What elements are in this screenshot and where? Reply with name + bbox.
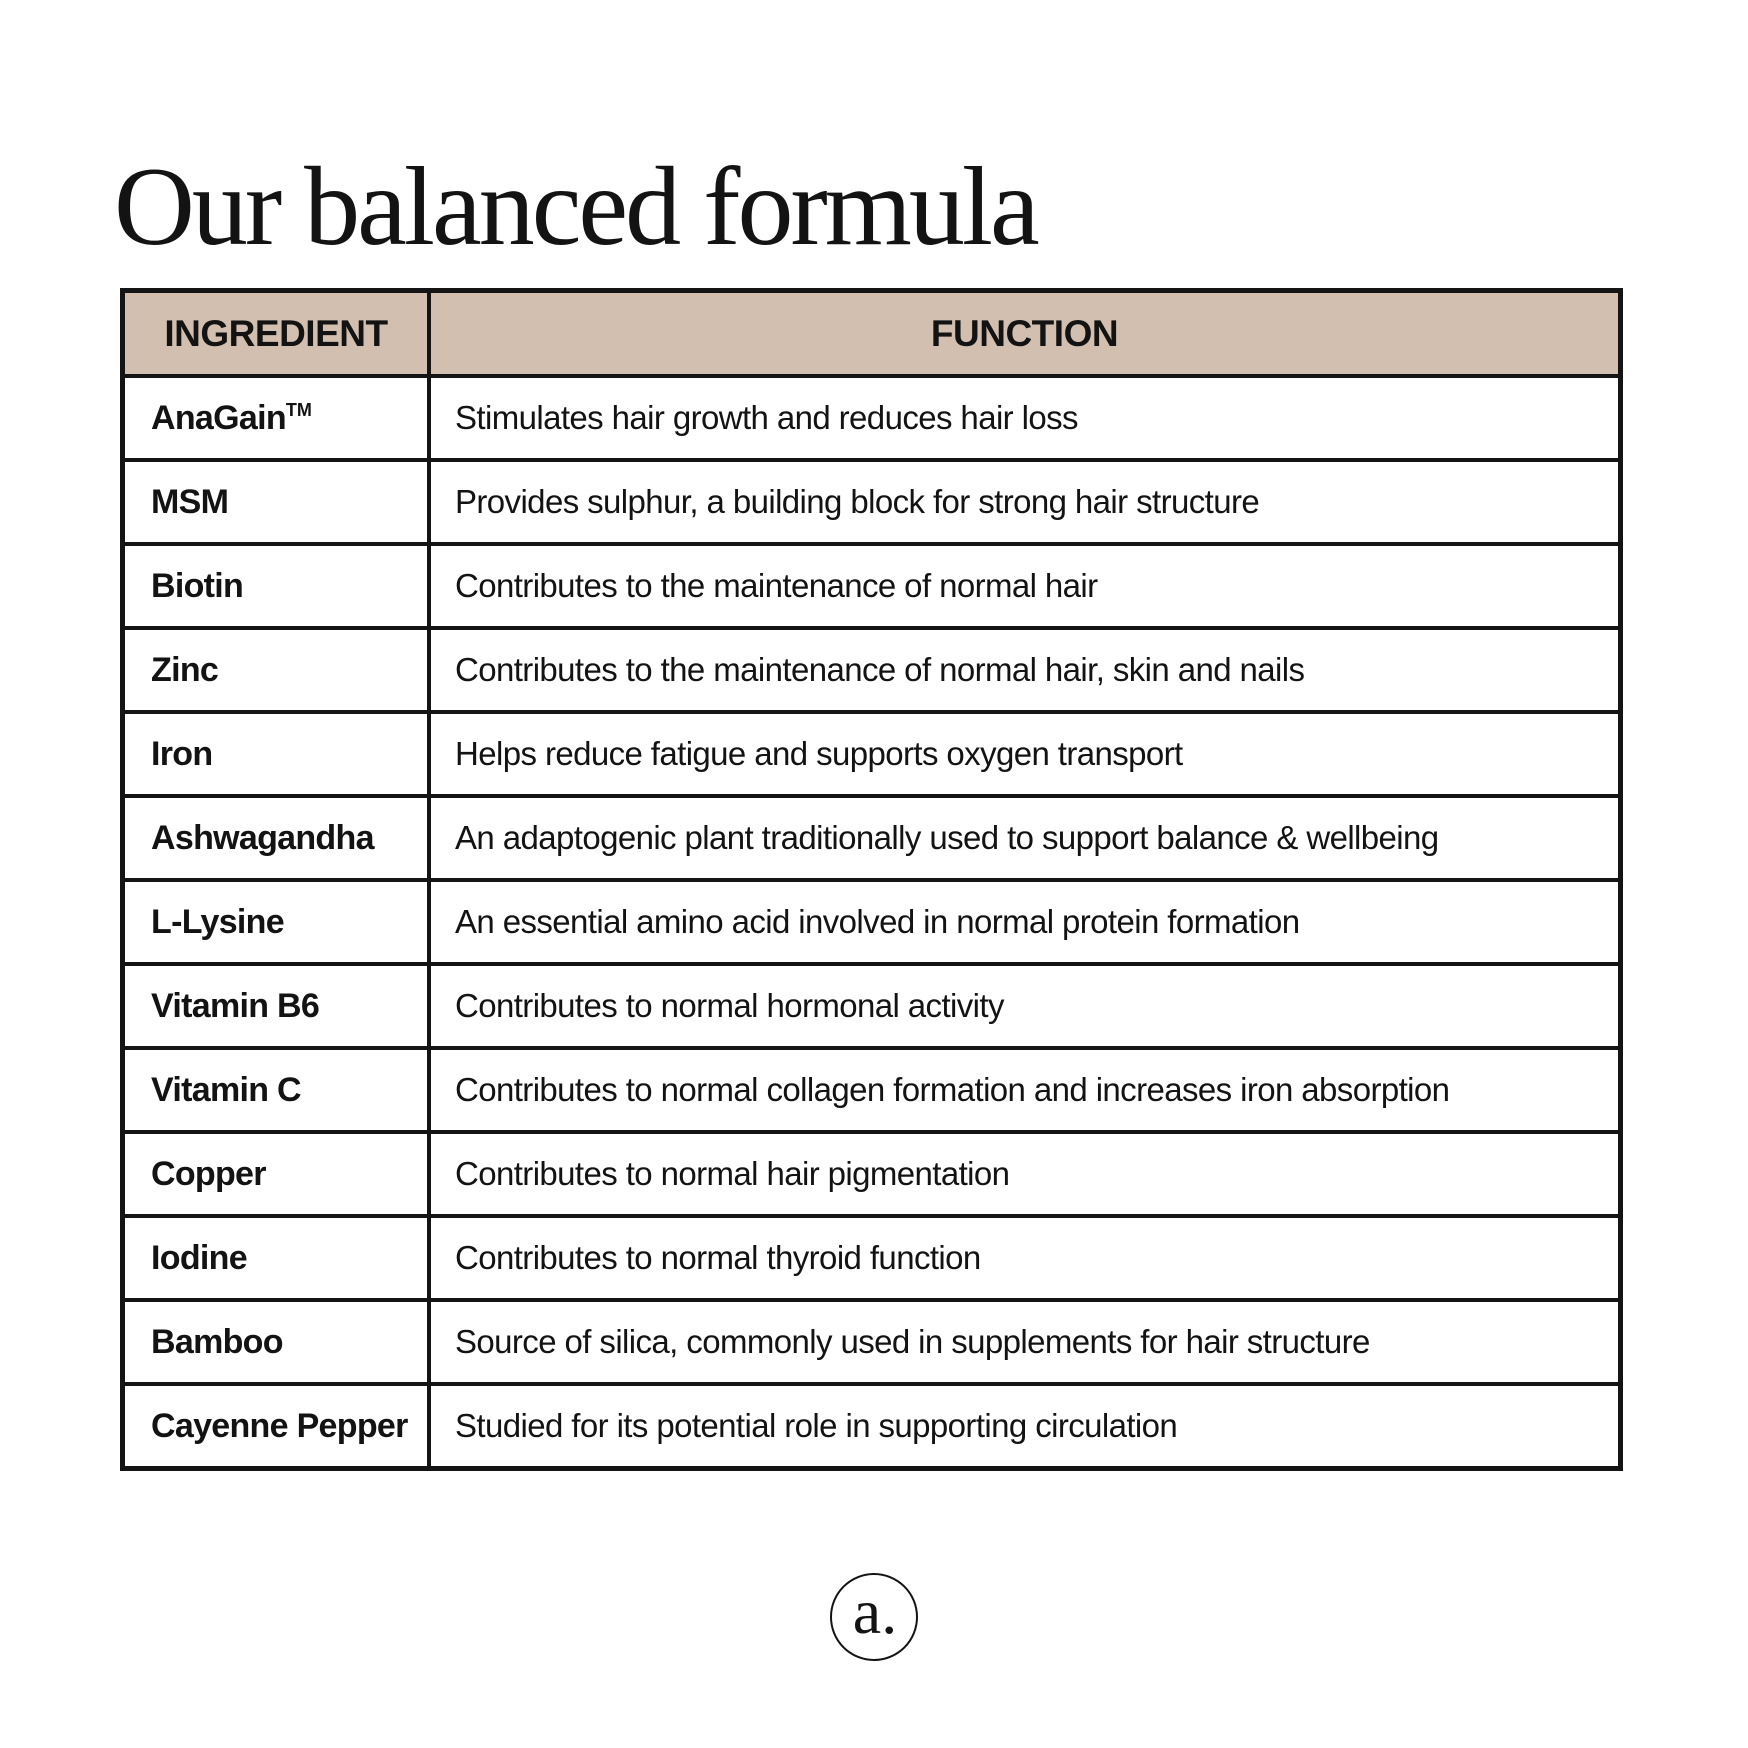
table-row [125,710,1618,794]
ingredient-name: Iron [151,734,213,773]
table-header-row [125,293,1618,374]
ingredient-name: Copper [151,1154,266,1193]
ingredients-table [120,288,1623,1471]
ingredient-cell [125,1050,431,1130]
ingredient-name: Vitamin C [151,1070,301,1109]
function-cell [431,546,1618,626]
function-text: Contributes to the maintenance of normal hair, skin and nails [455,651,1305,688]
ingredient-cell [125,462,431,542]
function-cell [431,1218,1618,1298]
ingredient-header-label: INGREDIENT [164,312,388,354]
ingredient-name: AnaGain™ [151,398,312,437]
ingredient-cell [125,378,431,458]
table-row [125,1130,1618,1214]
function-cell [431,630,1618,710]
table-row [125,458,1618,542]
function-cell [431,462,1618,542]
function-text: Studied for its potential role in supporting circulation [455,1407,1178,1444]
function-text: Contributes to the maintenance of normal hair [455,567,1098,604]
function-cell [431,966,1618,1046]
table-row [125,1046,1618,1130]
ingredient-cell [125,1218,431,1298]
function-cell [431,378,1618,458]
ingredient-cell [125,798,431,878]
function-text: Contributes to normal thyroid function [455,1239,981,1276]
ingredient-name: MSM [151,482,229,521]
column-header-ingredient [125,293,431,374]
ingredient-name: Zinc [151,650,219,689]
function-text: Contributes to normal hormonal activity [455,987,1004,1024]
table-row [125,542,1618,626]
trademark-superscript: TM [285,399,312,420]
function-cell [431,882,1618,962]
ingredient-name: Cayenne Pepper [151,1406,408,1445]
table-row [125,878,1618,962]
ingredient-name: Biotin [151,566,244,605]
ingredient-cell [125,882,431,962]
ingredient-name: Bamboo [151,1322,283,1361]
table-row [125,794,1618,878]
table-row [125,626,1618,710]
function-text: Provides sulphur, a building block for strong hair structure [455,483,1260,520]
ingredient-name: Ashwagandha [151,818,374,857]
ingredient-cell [125,966,431,1046]
ingredient-cell [125,630,431,710]
function-cell [431,714,1618,794]
function-cell [431,798,1618,878]
ingredient-name: Vitamin B6 [151,986,320,1025]
brand-logo [830,1573,918,1661]
function-text: An adaptogenic plant traditionally used to support balance & wellbeing [455,819,1439,856]
function-text: Helps reduce fatigue and supports oxygen transport [455,735,1183,772]
function-cell [431,1302,1618,1382]
function-cell [431,1134,1618,1214]
page-title: Our balanced formula [114,145,1037,270]
ingredient-cell [125,546,431,626]
table-row [125,1382,1618,1466]
function-text: Contributes to normal collagen formation and increases iron absorption [455,1071,1450,1108]
function-cell [431,1386,1618,1466]
function-text: Source of silica, commonly used in supplements for hair structure [455,1323,1370,1360]
column-header-function [431,293,1618,374]
table-row [125,374,1618,458]
table-body [125,374,1618,1466]
ingredient-cell [125,1134,431,1214]
table-row [125,962,1618,1046]
ingredient-cell [125,1302,431,1382]
ingredient-cell [125,714,431,794]
table-row [125,1214,1618,1298]
brand-monogram: a. [852,1576,898,1647]
function-text: An essential amino acid involved in normal protein formation [455,903,1300,940]
function-cell [431,1050,1618,1130]
ingredient-name: L-Lysine [151,902,284,941]
ingredient-name: Iodine [151,1238,247,1277]
function-header-label: FUNCTION [930,312,1119,354]
ingredient-cell [125,1386,431,1466]
table-row [125,1298,1618,1382]
function-text: Contributes to normal hair pigmentation [455,1155,1010,1192]
function-text: Stimulates hair growth and reduces hair loss [455,399,1078,436]
